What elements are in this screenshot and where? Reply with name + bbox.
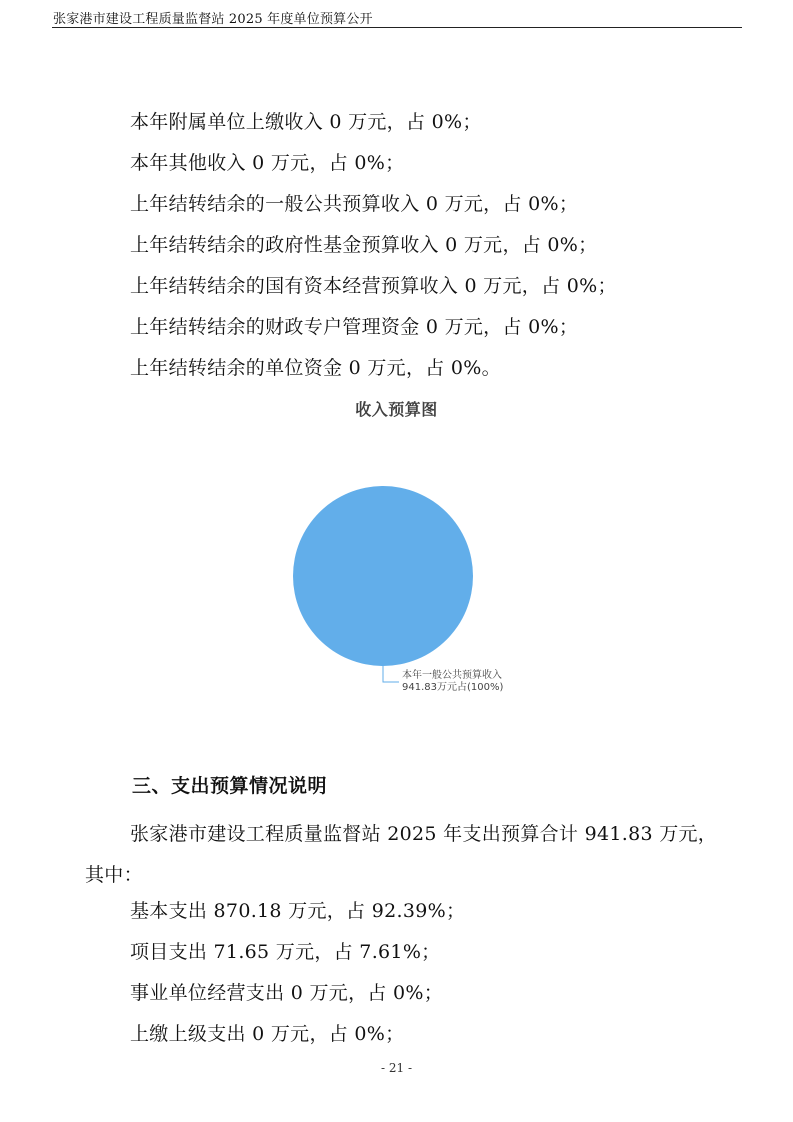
expenditure-item: 事业单位经营支出 0 万元，占 0%； [130,982,444,1004]
chart-title: 收入预算图 [355,400,438,419]
pie-slice-label: 本年一般公共预算收入 [402,670,502,681]
page-number: - 21 - [380,1061,412,1075]
pie-slice-value-label: 941.83万元占(100%) [402,682,504,693]
expenditure-item: 项目支出 71.65 万元，占 7.61%； [130,941,441,963]
pie-slice [293,486,473,666]
expenditure-summary: 张家港市建设工程质量监督站 2025 年支出预算合计 941.83 万元，其中： [85,823,718,886]
income-item: 上年结转结余的单位资金 0 万元，占 0%。 [130,357,501,379]
income-item: 上年结转结余的一般公共预算收入 0 万元，占 0%； [130,193,579,215]
income-item: 本年其他收入 0 万元，占 0%； [130,152,405,174]
income-item: 本年附属单位上缴收入 0 万元，占 0%； [130,111,482,133]
running-header: 张家港市建设工程质量监督站 2025 年度单位预算公开 [53,12,373,27]
pie-leader-line [383,666,399,682]
income-item: 上年结转结余的国有资本经营预算收入 0 万元，占 0%； [130,275,617,297]
section-heading: 三、支出预算情况说明 [132,775,328,797]
header-rule [52,27,742,28]
expenditure-item: 基本支出 870.18 万元，占 92.39%； [130,900,466,922]
expenditure-item: 上缴上级支出 0 万元，占 0%； [130,1023,405,1045]
income-item: 上年结转结余的财政专户管理资金 0 万元，占 0%； [130,316,579,338]
income-item: 上年结转结余的政府性基金预算收入 0 万元，占 0%； [130,234,598,256]
